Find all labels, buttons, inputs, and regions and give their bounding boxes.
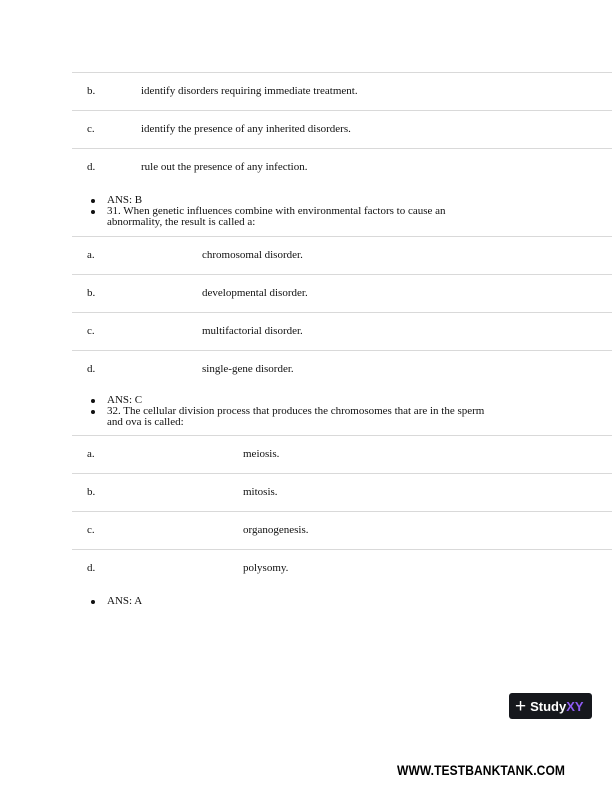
answer-key: ANS: B (89, 195, 549, 206)
option-row (72, 148, 612, 186)
question-line: 32. The cellular division process that produces the chromosomes that are in the sperm (107, 405, 485, 417)
option-text: identify disorders requiring immediate treatment. (141, 85, 358, 97)
logo-text-xy: XY (566, 698, 584, 714)
answer-key: ANS: C (89, 395, 549, 406)
option-row (72, 435, 612, 473)
option-text: single-gene disorder. (202, 363, 294, 375)
option-letter: d. (87, 363, 96, 375)
option-letter: a. (87, 448, 95, 460)
option-row (72, 110, 612, 148)
option-row (72, 72, 612, 110)
option-text: developmental disorder. (202, 287, 308, 299)
option-letter: b. (87, 85, 96, 97)
question-line: and ova is called: (107, 416, 184, 428)
options-table-q32 (72, 435, 612, 587)
option-letter: c. (87, 325, 95, 337)
option-text: chromosomal disorder. (202, 249, 303, 261)
logo-text-study: Study (530, 698, 567, 714)
option-letter: d. (87, 562, 96, 574)
question-stem (89, 206, 549, 228)
option-text: polysomy. (243, 562, 289, 574)
answer-key: ANS: A (89, 596, 549, 607)
option-row (72, 350, 612, 388)
plus-icon: + (515, 695, 527, 717)
footer-url[interactable]: WWW.TESTBANKTANK.COM (397, 762, 566, 778)
answer-question-block (89, 195, 549, 228)
answer-question-block (89, 395, 549, 428)
option-text: meiosis. (243, 448, 280, 460)
option-text: identify the presence of any inherited disorders. (141, 123, 351, 135)
option-row (72, 274, 612, 312)
option-row (72, 511, 612, 549)
options-table-q30 (72, 72, 612, 186)
options-table-q31 (72, 236, 612, 388)
option-row (72, 312, 612, 350)
option-letter: a. (87, 249, 95, 261)
option-text: multifactorial disorder. (202, 325, 303, 337)
option-letter: d. (87, 161, 96, 173)
option-row (72, 473, 612, 511)
option-row (72, 236, 612, 274)
option-text: mitosis. (243, 486, 278, 498)
option-row (72, 549, 612, 587)
option-letter: b. (87, 486, 96, 498)
studyxy-logo[interactable] (509, 693, 592, 719)
option-text: rule out the presence of any infection. (141, 161, 308, 173)
question-line: 31. When genetic influences combine with environmental factors to cause an (107, 205, 446, 217)
question-stem (89, 406, 549, 428)
option-letter: c. (87, 123, 95, 135)
option-letter: c. (87, 524, 95, 536)
question-line: abnormality, the result is called a: (107, 216, 256, 228)
option-letter: b. (87, 287, 96, 299)
answer-question-block (89, 596, 549, 607)
option-text: organogenesis. (243, 524, 309, 536)
